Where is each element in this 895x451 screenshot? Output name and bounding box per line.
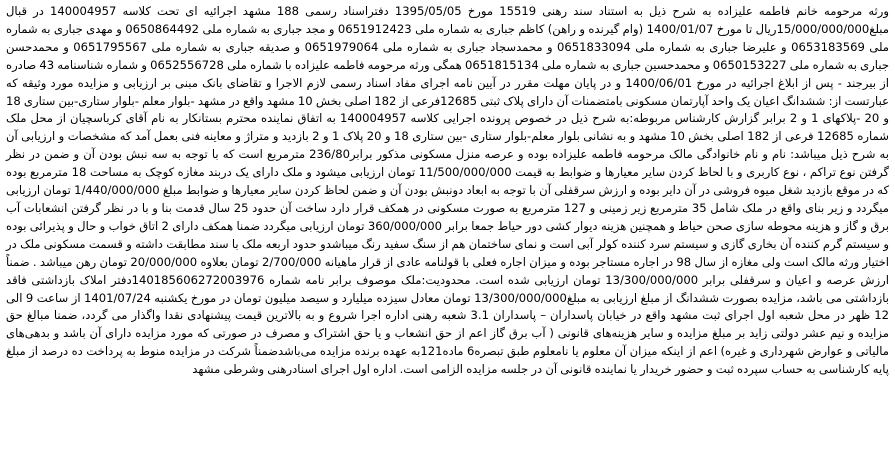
auction-notice-text: ورثه مرحومه خانم فاطمه علیزاده به شرح ذیل به استناد سند رهنی 15519 مورخ 1395/05/05 دفتراسناد رسمی 188 مشهد اجرائیه ای تحت کلاسه 140004957 در قبال مبلغ15/000/000/000ریال تا مورخ 1400/01/07 (وام گیرنده و راهن) کاظم جباری به شماره ملی 0651912423 و مجد جباری به شماره ملی 0650864492 و مهدی جباری به شماره ملی 0653183569 و علیرضا جباری به شماره ملی 0651833094 و محمدسجاد جباری به شماره ملی 0651979064 و صدیقه جباری به شماره ملی 0651795567 و محمدحسن جباری به شماره ملی 0650153227 و محمدحسین جباری به شماره ملی 0651815134 همگی ورثه مرحومه فاطمه علیزاده با شماره ملی 0652556728 و شماره شناسنامه 43 صادره از بیرجند - پس از ابلاغ اجرائیه در مورخ 1400/06/01 و در پایان مهلت مقرر در آیین نامه اجرای مفاد اسناد رسمی لازم الاجرا و تقاضای بانک مبنی بر ارزیابی و مزایده مورد وثیقه که عبارتست از: ششدانگ اعیان یک واحد آپارتمان مسکونی بامتضمنات آن دارای پلاک ثبتی 12685فرعی از 182 اصلی بخش 10 مشهد واقع در مشهد -بلوار معلم -بلوار ستاری-بین ستاری 18 و 20 -پلاکهای 1 و 2 برابر گزارش کارشناس مربوطه:به شرح ذیل در خصوص پرونده اجرایی کلاسه 140004957 به اتفاق نماینده محترم بستانکار به نام آقای کرباسچیان از محل ملک شماره 12685 فرعی از 182 اصلی بخش 10 مشهد و به نشانی بلوار معلم-بلوار ستاری -بین ستاری 18 و 20 پلاک 1 و 2 بازدید و متراژ و معاینه فنی بعمل آمد که مشخصات و ارزیابی آن به شرح ذیل میباشد: نام و نام خانوادگی مالک مرحومه فاطمه علیزاده بوده و عرصه منزل مسکونی مذکور برابر236/80 مترمربع است که با توجه به سه نبش بودن آن و ضمن در نظر گرفتن نوع تراکم ، نوع کاربری و با لحاظ کردن سایر معیارها و ضوابط به قیمت 11/500/000/000 تومان ارزیابی میشود و ملک دارای یک دربند مغازه کوچک به مساحت 18 مترمربع بوده که در موقع بازدید شغل میوه فروشی در آن دایر بوده و ارزش سرقفلی آن با توجه به ابعاد دونبش بودن آن و ضمن لحاظ کردن سایر معیارها و ضوابط مبلغ 1/440/000/000 تومان ارزیابی میگردد و زیر بنای واقع در ملک شامل 35 مترمربع زیر زمینی و 127 مترمربع به صورت مسکونی در همکف قرار دارد ساخت آن حدود 25 سال قدمت بنا و با در نظر گرفتن انشعابات آب برق و گاز و هزینه محوطه سازی صحن حیاط و همچنین هزینه دیوار کشی دور حیاط جمعا برابر 360/000/000 تومان ارزیابی میگردد ضمنا همکف دارای 2 اتاق خواب و حال و پذیرائی بوده و سیستم گرم کننده آن بخاری گازی و سیستم سرد کننده کولر آبی است و نمای ساختمان هم از سنگ سفید رنگ میباشدو حدود اربعه ملک با سند مطابقت داشته و قسمت مسکونی ملک در اختیار ورثه مالک است ولی مغازه از سال 98 در اجاره مستاجر بوده و میزان اجاره فعلی با قولنامه عادی از قرار ماهیانه 2/700/000 تومان بعلاوه 20/000/000 تومان رهن میباشد . ضمناً ارزش عرصه و اعیان و سرقفلی برابر 13/300/000/000 تومان ارزیابی شده است. محدودیت:ملک موصوف برابر نامه شماره 140185606272003976دفتر املاک بازداشتی فاقد بازداشتی می باشد، مزایده بصورت ششدانگ از مبلغ ارزیابی به مبلغ13/300/000/000 تومان معادل سیزده میلیارد و سیصد میلیون تومان در مورخ یکشنبه 1401/07/24 از ساعت 9 الی 12 ظهر در محل شعبه اول اجرای ثبت مشهد واقع در خیابان پاسداران – پاسداران 3.1 شعبه رهنی اداره اجرا شروع و به بالاترین قیمت پیشنهادی نقدا واگذار می گردد، ضمنا مبالغ حق مزایده و نیم عشر دولتی زاید بر مبلغ مزایده و سایر هزینه‌های قانونی ( آب برق گاز اعم از حق انشعاب و یا حق اشتراک و مصرف در صورتی که مورد مزایده دارای آن باشد و بدهی‌های مالیاتی و عوارض شهرداری و غیره) اعم از اینکه میزان آن معلوم یا نامعلوم طبق تبصره6 ماده121به عهده برنده مزایده می‌باشدضمناً شرکت در مزایده منوط به پرداخت ده درصد از مبلغ پایه کارشناسی به حساب سپرده ثبت و حضور خریدار یا نماینده قانونی آن در جلسه مزایده الزامی است. اداره اول اجرای اسنادرهنی وشرطی مشهد xyxy=(5,4,890,377)
